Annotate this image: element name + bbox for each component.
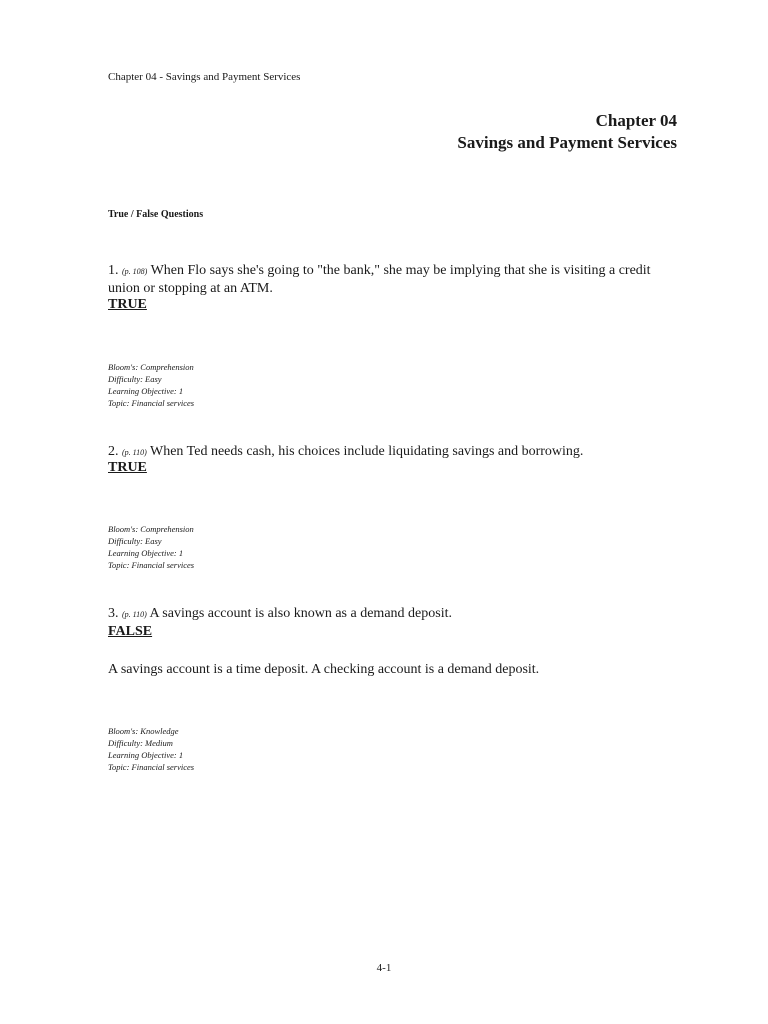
meta-learning-objective: Learning Objective: 1 — [108, 386, 184, 396]
answer-2: TRUE — [108, 460, 147, 475]
question-number: 3. — [108, 606, 119, 621]
meta-difficulty: Difficulty: Easy — [108, 374, 162, 384]
meta-blooms: Bloom's: Comprehension — [108, 524, 194, 534]
meta-learning-objective: Learning Objective: 1 — [108, 750, 184, 760]
running-header: Chapter 04 - Savings and Payment Services — [108, 71, 301, 83]
question-3 — [108, 605, 678, 623]
meta-difficulty: Difficulty: Easy — [108, 536, 162, 546]
meta-topic: Topic: Financial services — [108, 560, 195, 570]
meta-topic: Topic: Financial services — [108, 762, 195, 772]
page-reference: (p. 110) — [122, 610, 147, 619]
chapter-title: Savings and Payment Services — [457, 133, 677, 152]
explanation-3: A savings account is a time deposit. A checking account is a demand deposit. — [108, 662, 540, 677]
page-number: 4-1 — [376, 962, 392, 974]
meta-blooms: Bloom's: Knowledge — [108, 726, 179, 736]
answer-3: FALSE — [108, 624, 153, 639]
meta-learning-objective: Learning Objective: 1 — [108, 548, 184, 558]
question-3-metadata — [108, 725, 194, 773]
title-block — [457, 110, 677, 154]
question-2 — [108, 443, 678, 461]
chapter-number: Chapter 04 — [595, 111, 677, 130]
question-number: 1. — [108, 263, 119, 278]
page-reference: (p. 110) — [122, 448, 147, 457]
section-heading: True / False Questions — [108, 209, 204, 220]
question-1 — [108, 262, 678, 297]
page-reference: (p. 108) — [122, 267, 148, 276]
question-text: When Flo says she's going to "the bank," she may be implying that she is visiting a credit union or stopping at an ATM. — [108, 263, 651, 296]
meta-blooms: Bloom's: Comprehension — [108, 362, 194, 372]
question-1-metadata — [108, 361, 194, 409]
question-2-metadata — [108, 523, 194, 571]
question-text: A savings account is also known as a demand deposit. — [149, 606, 452, 621]
meta-difficulty: Difficulty: Medium — [108, 738, 173, 748]
question-text: When Ted needs cash, his choices include liquidating savings and borrowing. — [149, 444, 584, 459]
question-number: 2. — [108, 444, 119, 459]
answer-1: TRUE — [108, 297, 147, 312]
meta-topic: Topic: Financial services — [108, 398, 195, 408]
